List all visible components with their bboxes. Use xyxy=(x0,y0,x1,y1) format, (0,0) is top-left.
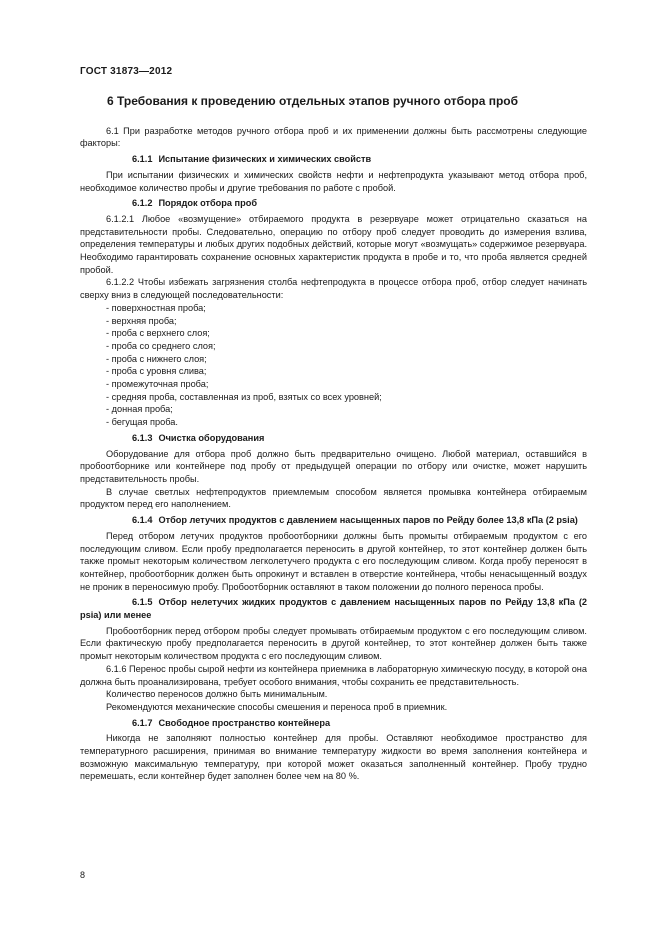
list-item: - верхняя проба; xyxy=(106,315,177,326)
subsection-heading-6-1-4 xyxy=(80,514,587,527)
document-body xyxy=(80,95,587,783)
subsection-number: 6.1.4 xyxy=(132,515,153,526)
section-title: 6 Требования к проведению отдельных этапов ручного отбора проб xyxy=(107,94,519,108)
paragraph-6-1-2-1: 6.1.2.1 Любое «возмущение» отбираемого продукта в резервуаре может отрицательно сказаться на представительности пробы. Следовательно, операцию по отбору проб следует проводить до измерения взлива, определения температуры и любых других подобных действий, которые могут «возмущать» содержимое резервуара. Необходимо гарантировать сохранение основных характеристик продукта в пробе и то, что проба является средней пробой. xyxy=(80,213,587,275)
subsection-number: 6.1.2 xyxy=(132,198,153,209)
subsection-title: Отбор летучих продуктов с давлением насыщенных паров по Рейду более 13,8 кПа (2 psia) xyxy=(158,515,578,526)
subsection-number: 6.1.3 xyxy=(132,432,153,443)
paragraph-6-1-3-b: В случае светлых нефтепродуктов приемлемым способом является промывка контейнера отбираемым продуктом перед его наполнением. xyxy=(80,486,587,510)
subsection-title: Очистка оборудования xyxy=(158,432,265,443)
paragraph-6-1: 6.1 При разработке методов ручного отбора проб и их применении должны быть рассмотрены следующие факторы: xyxy=(80,125,587,149)
subsection-title: Порядок отбора проб xyxy=(158,198,257,209)
subsection-heading-6-1-5 xyxy=(80,596,587,621)
subsection-number: 6.1.5 xyxy=(132,597,153,608)
subsection-title: Испытание физических и химических свойств xyxy=(158,154,372,165)
list-item: - промежуточная проба; xyxy=(106,379,209,390)
paragraph-6-1-4: Перед отбором летучих продуктов пробоотборники должны быть промыты отбираемым продуктом с его последующим сливом. Если пробу предполагается переносить в другой контейнер, то этот контейнер должен быть также промыт некоторым количеством легколетучего продукта с его последующим сливом. Когда пробу переносят в контейнер, пробоотборник должен быть опрокинут и вставлен в отверстие контейнера, чтобы ненасыщенный воздух не проник в переносимую пробу. Пробоотборник оставляют в таком положении до полного переноса пробы. xyxy=(80,530,587,592)
list-item: - донная проба; xyxy=(106,404,173,415)
subsection-heading-6-1-1 xyxy=(80,153,587,166)
subsection-title: Свободное пространство контейнера xyxy=(158,717,331,728)
sample-order-list xyxy=(80,302,587,429)
subsection-number: 6.1.7 xyxy=(132,717,153,728)
paragraph-6-1-6-a: 6.1.6 Перенос пробы сырой нефти из контейнера приемника в лабораторную химическую посуду, в которой она должна быть проанализирована, требует особого внимания, чтобы сохранить ее представительность. xyxy=(80,663,587,687)
paragraph-6-1-1: При испытании физических и химических свойств нефти и нефтепродукта указывают метод отбора проб, необходимое количество пробы и другие требования по работе с пробой. xyxy=(80,169,587,193)
paragraph-6-1-6-b: Количество переносов должно быть минимальным. xyxy=(106,689,328,700)
standard-header: ГОСТ 31873—2012 xyxy=(80,66,173,77)
list-item: - проба с верхнего слоя; xyxy=(106,328,210,339)
paragraph-6-1-6-c: Рекомендуются механические способы смешения и переноса проб в приемник. xyxy=(106,701,448,712)
subsection-number: 6.1.1 xyxy=(132,154,153,165)
paragraph-6-1-2-2: 6.1.2.2 Чтобы избежать загрязнения столба нефтепродукта в процессе отбора проб, отбор следует начинать сверху вниз в следующей последовательности: xyxy=(80,277,587,301)
paragraph-6-1-5: Пробоотборник перед отбором пробы следует промывать отбираемым продуктом с его последующим сливом. Если фактическую пробу предполагается переносить в другой контейнер, то этот контейнер должен быть также промыт некоторым количеством продукта с его последующим сливом. xyxy=(80,625,587,662)
list-item: - поверхностная проба; xyxy=(106,302,206,313)
paragraph-6-1-7: Никогда не заполняют полностью контейнер для пробы. Оставляют необходимое пространство для температурного расширения, принимая во внимание температуру жидкости во время заполнения контейнера и возможную максимальную температуру, при которой может оказаться заполненный контейнер. Пробу трудно перемешать, если контейнер будет заполнен более чем на 80 %. xyxy=(80,733,587,782)
paragraph-6-1-3-a: Оборудование для отбора проб должно быть предварительно очищено. Любой материал, оставшийся в пробоотборнике или контейнере под пробу от предыдущей операции по отбору или очистке, может нарушить представительность пробы. xyxy=(80,448,587,484)
list-item: - средняя проба, составленная из проб, взятых со всех уровней; xyxy=(106,391,382,402)
list-item: - проба со среднего слоя; xyxy=(106,340,216,351)
page-number: 8 xyxy=(80,870,86,880)
list-item: - бегущая проба. xyxy=(106,417,178,428)
subsection-heading-6-1-2 xyxy=(80,197,587,210)
subsection-heading-6-1-7 xyxy=(80,717,587,730)
list-item: - проба с нижнего слоя; xyxy=(106,353,207,364)
list-item: - проба с уровня слива; xyxy=(106,366,207,377)
subsection-title: Отбор нелетучих жидких продуктов с давлением насыщенных паров по Рейду 13,8 кПа (2 psia) или менее xyxy=(80,597,587,621)
subsection-heading-6-1-3 xyxy=(80,432,587,445)
